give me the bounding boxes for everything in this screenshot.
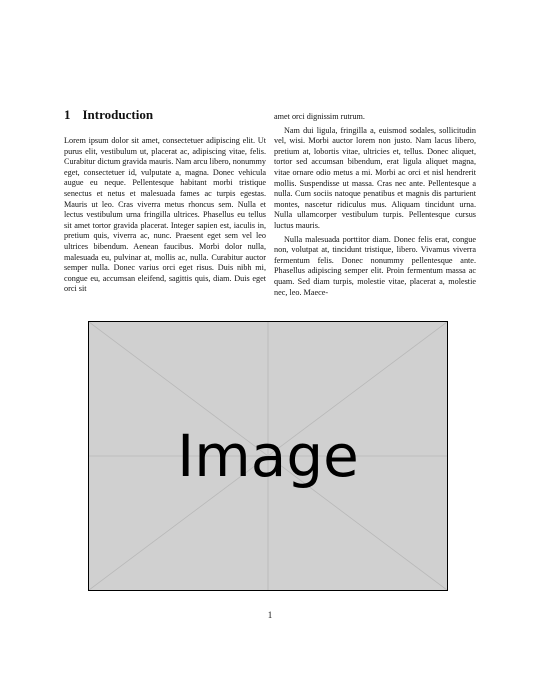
right-column [274, 112, 476, 298]
left-column [64, 108, 266, 295]
section-title: Introduction [82, 107, 154, 122]
body-paragraph: Lorem ipsum dolor sit amet, consectetuer adipiscing elit. Ut purus elit, vestibulum ut, placerat ac, adipiscing vitae, felis. Curabitur dictum gravida mauris. Nam arcu libero, nonummy eget, consectetuer id, vulputate a, magna. Donec vehicula augue eu neque. Pellentesque habitant morbi tristique senectus et netus et malesuada fames ac turpis egestas. Mauris ut leo. Cras viverra metus rhoncus sem. Nulla et lectus vestibulum urna fringilla ultrices. Phasellus eu tellus sit amet tortor gravida placerat. Integer sapien est, iaculis in, pretium quis, viverra ac, nunc. Praesent eget sem vel leo ultrices bibendum. Aenean faucibus. Morbi dolor nulla, malesuada eu, pulvinar at, mollis ac, nulla. Curabitur auctor semper nulla. Donec varius orci eget risus. Duis nibh mi, congue eu, accumsan eleifend, sagittis quis, diam. Duis eget orci sit [64, 136, 266, 294]
body-paragraph: Nulla malesuada porttitor diam. Donec felis erat, congue non, volutpat at, tincidunt tristique, libero. Vivamus viverra fermentum felis. Donec nonummy pellentesque ante. Phasellus adipiscing semper elit. Proin fermentum massa ac quam. Sed diam turpis, molestie vitae, placerat a, molestie nec, leo. Maece- [274, 234, 476, 297]
section-heading [64, 108, 266, 122]
image-placeholder-figure [88, 321, 448, 591]
body-paragraph: Nam dui ligula, fringilla a, euismod sodales, sollicitudin vel, wisi. Morbi auctor lorem non justo. Nam lacus libero, pretium at, lobortis vitae, ultricies et, tellus. Donec aliquet, tortor sed accumsan bibendum, erat ligula aliquet magna, vitae ornare odio metus a mi. Morbi ac orci et nisl hendrerit mollis. Suspendisse ut massa. Cras nec ante. Pellentesque a nulla. Cum sociis natoque penatibus et magnis dis parturient montes, nascetur ridiculus mus. Aliquam tincidunt urna. Nulla ullamcorper vestibulum turpis. Pellentesque cursus luctus mauris. [274, 125, 476, 230]
image-placeholder-label: Image [177, 422, 359, 490]
body-paragraph-continued: amet orci dignissim rutrum. [274, 112, 365, 121]
page-number: 1 [267, 610, 273, 620]
section-number: 1 [64, 107, 71, 122]
